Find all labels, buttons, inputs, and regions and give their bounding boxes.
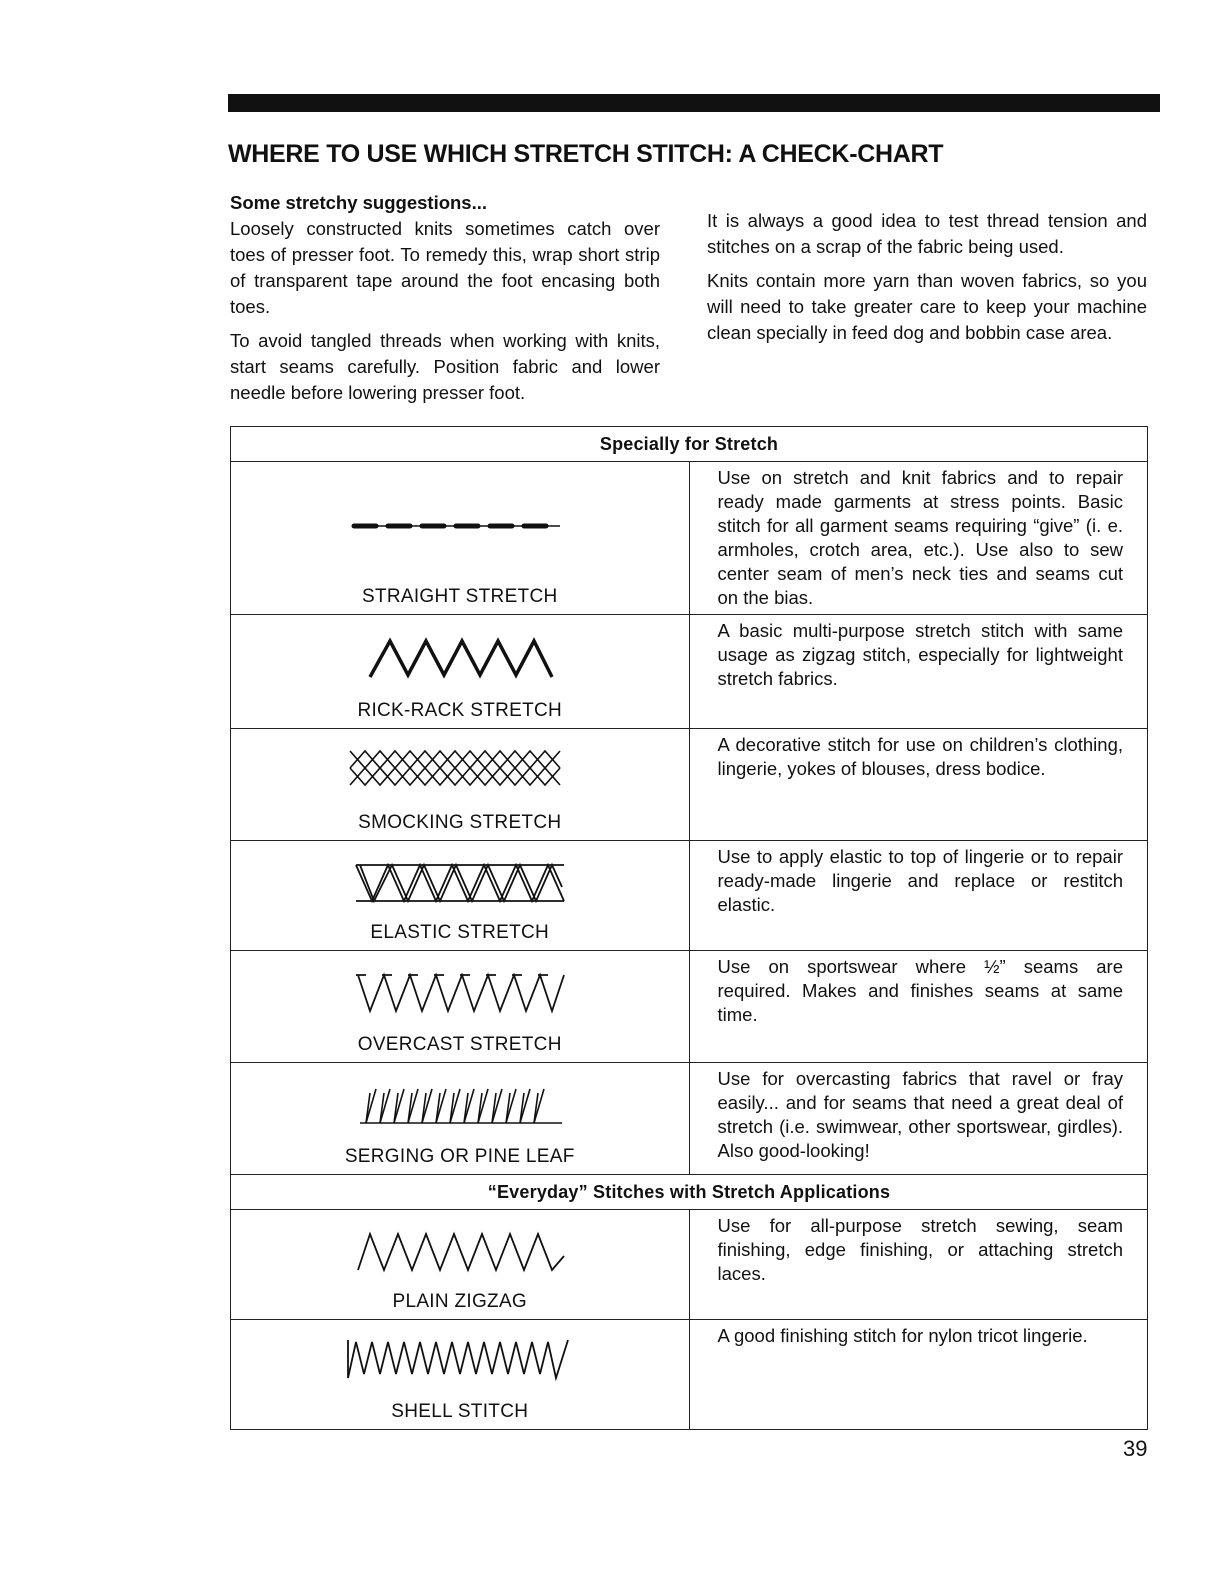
header-rule bbox=[228, 94, 1160, 112]
table-row bbox=[231, 1210, 1148, 1320]
table-row bbox=[231, 1063, 1148, 1175]
stitch-desc-overcast-stretch: Use on sportswear where ½” seams are required. Makes and finishes seams at same time. bbox=[689, 951, 1148, 1063]
smocking-stretch-icon bbox=[345, 743, 575, 793]
stitch-name-overcast-stretch: OVERCAST STRETCH bbox=[357, 1034, 562, 1055]
rick-rack-stretch-icon bbox=[360, 633, 560, 683]
stitch-name-plain-zigzag: PLAIN ZIGZAG bbox=[392, 1291, 527, 1312]
section-header-specially-for-stretch: Specially for Stretch bbox=[231, 427, 1148, 462]
stitch-desc-shell-stitch: A good finishing stitch for nylon tricot lingerie. bbox=[689, 1320, 1148, 1430]
stitch-desc-plain-zigzag: Use for all-purpose stretch sewing, seam finishing, edge finishing, or attaching stretch laces. bbox=[689, 1210, 1148, 1320]
elastic-stretch-icon bbox=[350, 857, 570, 907]
stitch-name-shell-stitch: SHELL STITCH bbox=[391, 1401, 529, 1422]
stitch-desc-elastic-stretch: Use to apply elastic to top of lingerie or to repair ready-made lingerie and replace or restitch elastic. bbox=[689, 841, 1148, 951]
stitch-name-serging-pine-leaf: SERGING OR PINE LEAF bbox=[344, 1146, 575, 1167]
intro-right-column bbox=[707, 208, 1147, 346]
intro-left-paragraph-1: Loosely constructed knits sometimes catch over toes of presser foot. To remedy this, wrap short strip of transparent tape around the foot encasing both toes. bbox=[230, 218, 660, 317]
page-title: WHERE TO USE WHICH STRETCH STITCH: A CHECK-CHART bbox=[228, 140, 944, 168]
section-header-everyday-stitches: “Everyday” Stitches with Stretch Applications bbox=[231, 1175, 1148, 1210]
shell-stitch-icon bbox=[340, 1334, 580, 1384]
intro-left-paragraph-2: To avoid tangled threads when working with knits, start seams carefully. Position fabric and lower needle before lowering presser foot. bbox=[230, 330, 660, 403]
page-number: 39 bbox=[1123, 1436, 1148, 1461]
overcast-stretch-icon bbox=[350, 967, 570, 1017]
table-row bbox=[231, 729, 1148, 841]
stitch-name-smocking-stretch: SMOCKING STRETCH bbox=[358, 812, 562, 833]
table-row bbox=[231, 462, 1148, 615]
table-row bbox=[231, 1320, 1148, 1430]
intro-right-paragraph-2: Knits contain more yarn than woven fabrics, so you will need to take greater care to keep your machine clean specially in feed dog and bobbin case area. bbox=[707, 270, 1147, 343]
stitch-name-elastic-stretch: ELASTIC STRETCH bbox=[370, 922, 550, 943]
intro-left-column bbox=[230, 190, 660, 406]
stitch-name-rick-rack-stretch: RICK-RACK STRETCH bbox=[357, 700, 563, 721]
table-row bbox=[231, 615, 1148, 729]
stitch-name-straight-stretch: STRAIGHT STRETCH bbox=[361, 586, 558, 607]
stitch-desc-rick-rack-stretch: A basic multi-purpose stretch stitch with same usage as zigzag stitch, especially for lightweight stretch fabrics. bbox=[689, 615, 1148, 729]
intro-right-paragraph-1: It is always a good idea to test thread tension and stitches on a scrap of the fabric being used. bbox=[707, 210, 1147, 257]
table-row bbox=[231, 951, 1148, 1063]
stitch-desc-serging-pine-leaf: Use for overcasting fabrics that ravel or fray easily... and for seams that need a great deal of stretch (i.e. swimwear, other sportswear, girdles). Also good-looking! bbox=[689, 1063, 1148, 1175]
stitch-desc-straight-stretch: Use on stretch and knit fabrics and to repair ready made garments at stress points. Basic stitch for all garment seams requiring “give” (i. e. armholes, crotch area, etc.). Use also to sew center seam of men’s neck ties and seams cut on the bias. bbox=[689, 462, 1148, 615]
stitch-check-chart bbox=[230, 426, 1148, 1430]
plain-zigzag-icon bbox=[350, 1226, 570, 1276]
table-row bbox=[231, 841, 1148, 951]
serging-pine-leaf-icon bbox=[350, 1081, 570, 1131]
intro-lead: Some stretchy suggestions... bbox=[230, 192, 488, 213]
straight-stretch-icon bbox=[350, 510, 570, 540]
stitch-desc-smocking-stretch: A decorative stitch for use on children’s clothing, lingerie, yokes of blouses, dress bodice. bbox=[689, 729, 1148, 841]
